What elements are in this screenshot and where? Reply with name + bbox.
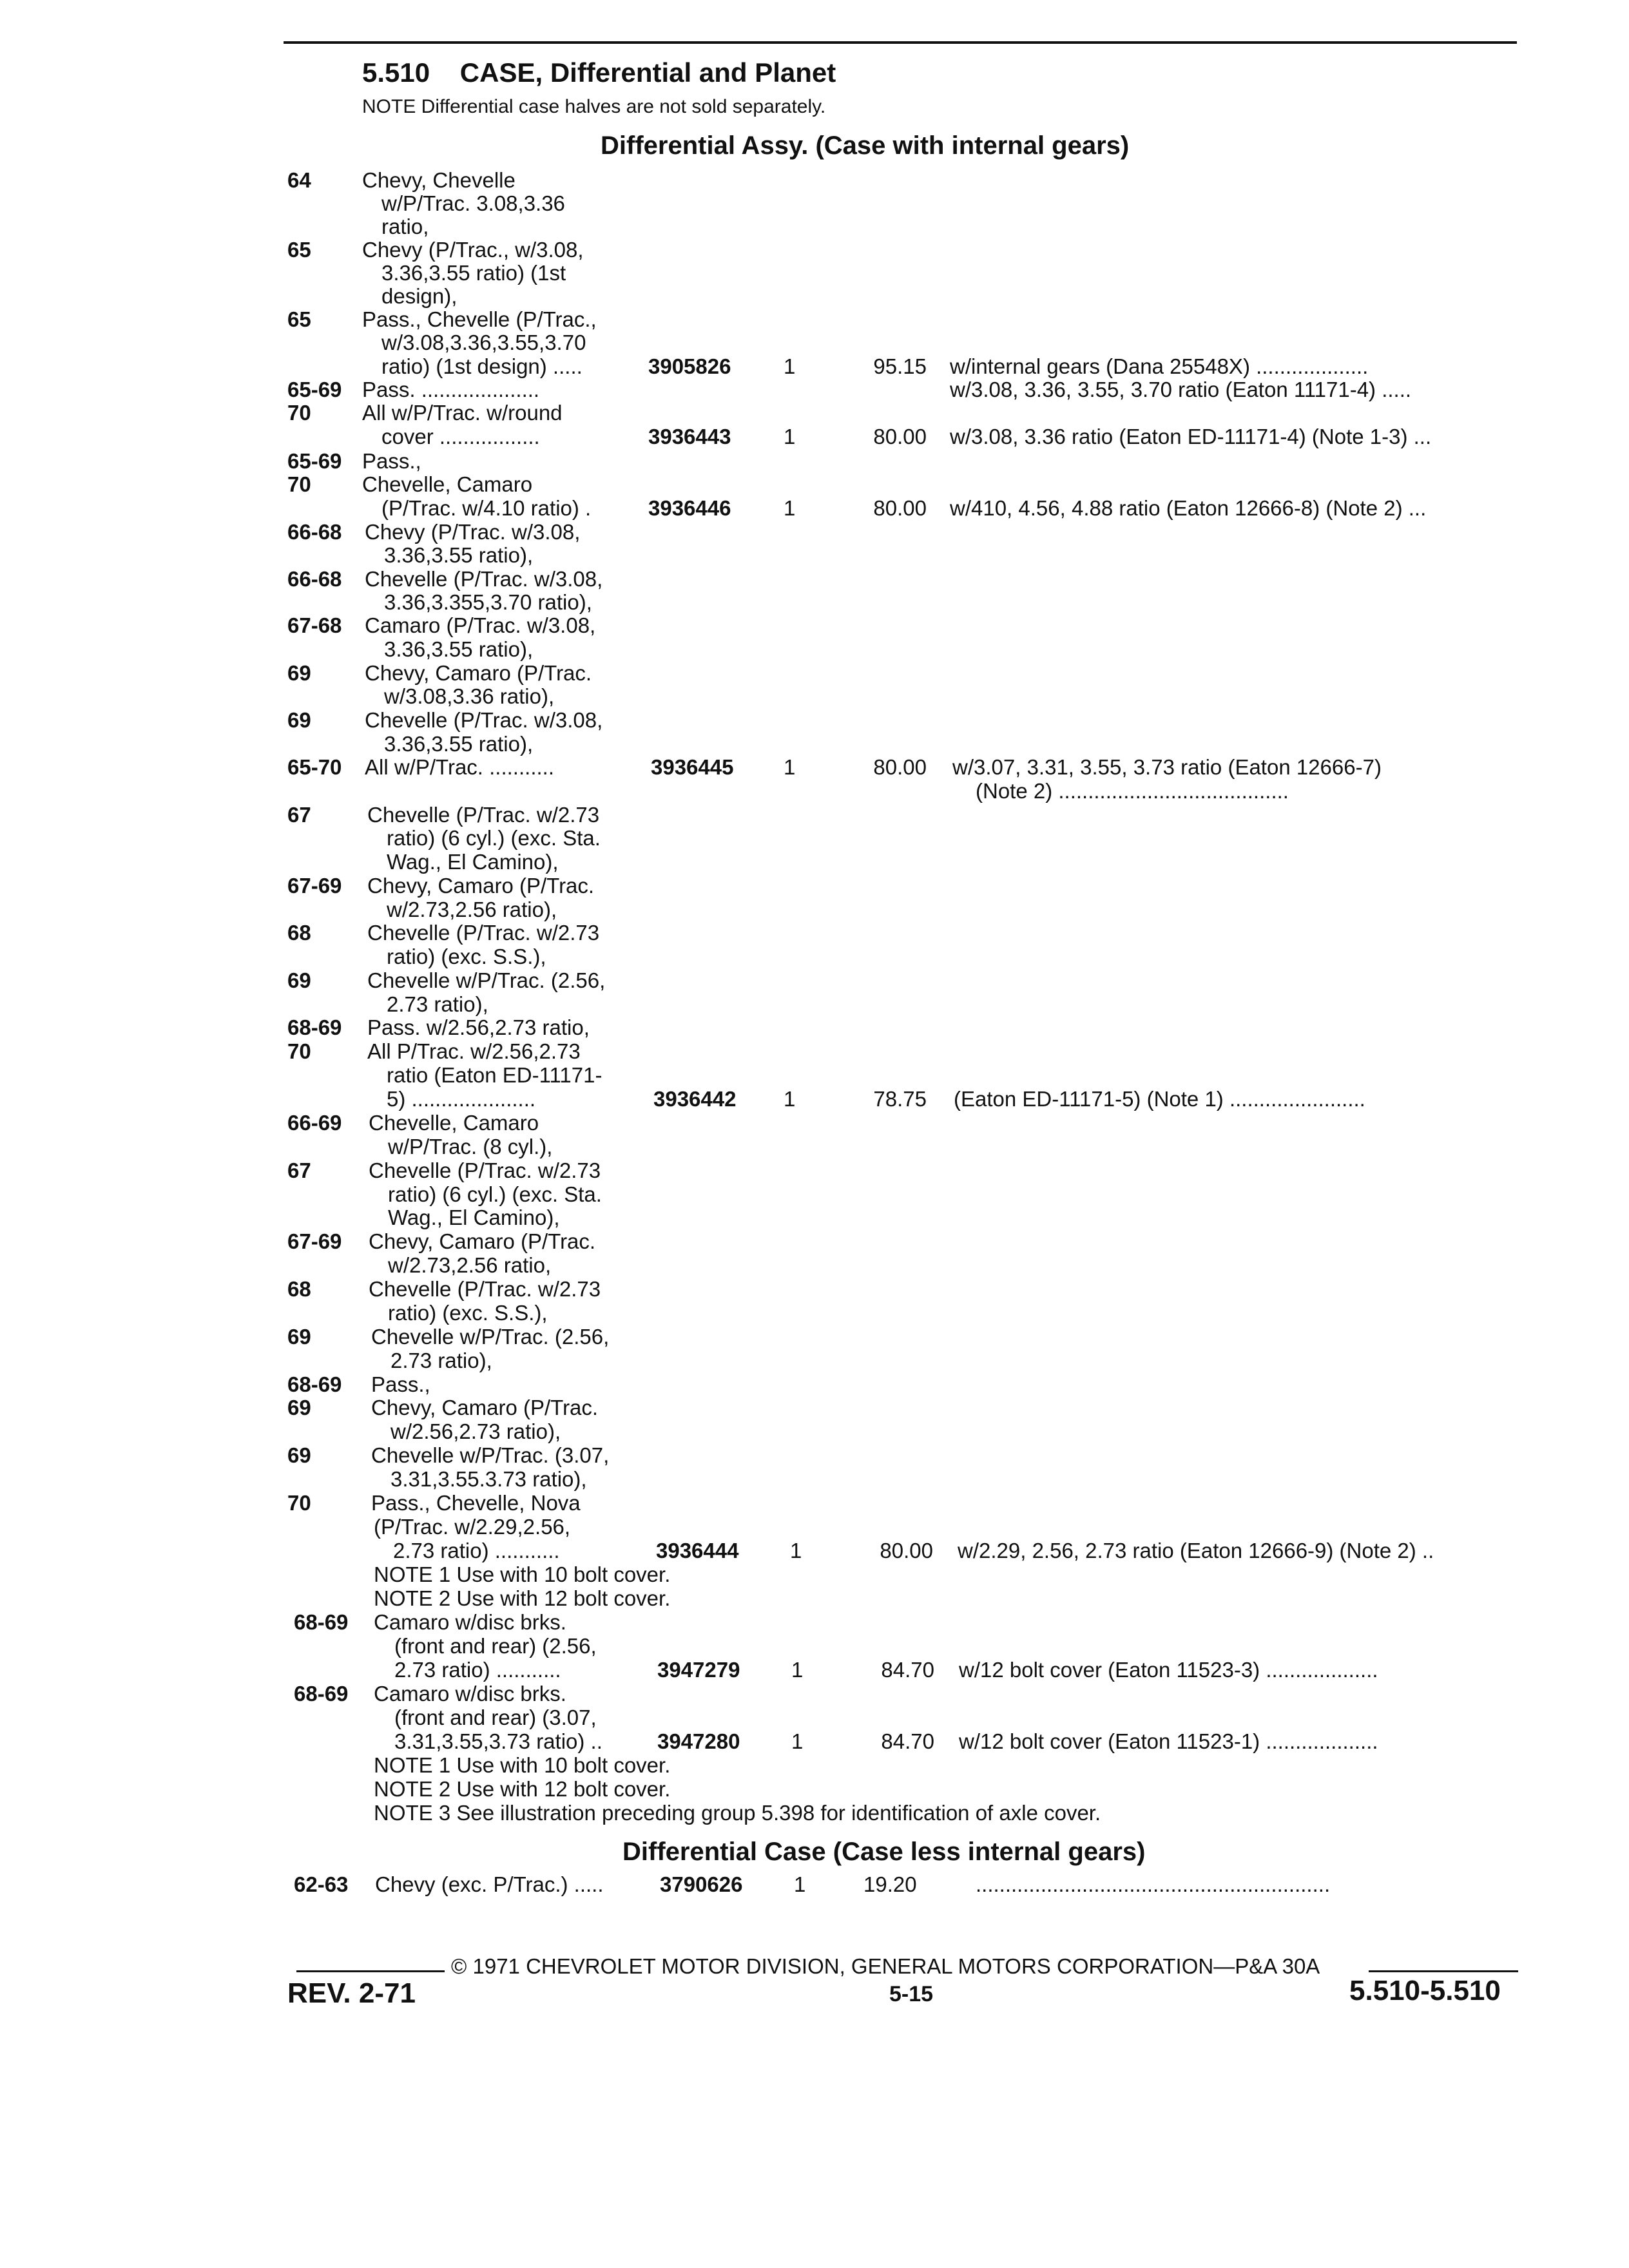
- model-year: 69: [287, 661, 311, 685]
- model-year: 68: [287, 921, 311, 945]
- model-year: 67: [287, 803, 311, 827]
- model-year: 70: [287, 401, 311, 425]
- model-year: 69: [287, 1396, 311, 1419]
- subhead-differential-case: Differential Case (Case less internal gears): [622, 1838, 1146, 1866]
- note-text: NOTE 2 Use with 12 bolt cover.: [374, 1777, 671, 1801]
- application-text: (P/Trac. w/2.29,2.56,: [374, 1515, 571, 1539]
- application-text: w/P/Trac. 3.08,3.36: [381, 191, 565, 215]
- part-description: ............................................................: [976, 1872, 1331, 1896]
- application-text: ratio,: [381, 215, 429, 238]
- model-year: 66-68: [287, 567, 342, 591]
- application-text: Pass., Chevelle, Nova: [371, 1491, 581, 1515]
- price: 80.00: [873, 755, 927, 779]
- application-text: Pass. ....................: [362, 378, 540, 401]
- part-description: w/3.08, 3.36 ratio (Eaton ED-11171-4) (Note 1-3) ...: [950, 425, 1432, 448]
- application-text: 2.73 ratio),: [387, 992, 488, 1016]
- application-text: Chevy, Camaro (P/Trac.: [365, 661, 592, 685]
- quantity: 1: [794, 1872, 806, 1896]
- application-text: Pass., Chevelle (P/Trac.,: [362, 307, 597, 331]
- quantity: 1: [784, 1087, 796, 1111]
- model-year: 67-68: [287, 613, 342, 637]
- application-text: 3.36,3.55 ratio),: [384, 543, 534, 567]
- model-year: 66-69: [287, 1111, 342, 1135]
- revision-label: REV. 2-71: [287, 1977, 416, 2009]
- part-description: w/internal gears (Dana 25548X) ...................: [950, 354, 1369, 378]
- price: 84.70: [881, 1658, 934, 1682]
- model-year: 67-69: [287, 1229, 342, 1253]
- application-text: w/2.73,2.56 ratio,: [388, 1253, 552, 1277]
- application-text: Camaro w/disc brks.: [374, 1610, 566, 1634]
- application-text: Chevy, Camaro (P/Trac.: [367, 874, 595, 898]
- quantity: 1: [790, 1539, 802, 1562]
- page-number: 5-15: [889, 1982, 934, 2006]
- part-number: 3947279: [657, 1658, 740, 1682]
- part-number: 3936443: [648, 425, 731, 448]
- section-title: CASE, Differential and Planet: [459, 57, 836, 88]
- top-rule: [284, 41, 1517, 44]
- quantity: 1: [784, 425, 796, 448]
- model-year: 65-69: [287, 378, 342, 401]
- section-range: 5.510-5.510: [1349, 1975, 1501, 2006]
- model-year: 62-63: [294, 1872, 349, 1896]
- model-year: 68-69: [287, 1372, 342, 1396]
- application-text: ratio (Eaton ED-11171-: [387, 1063, 602, 1087]
- part-number: 3947280: [657, 1729, 740, 1753]
- application-text: 2.73 ratio) ...........: [393, 1539, 560, 1562]
- model-year: 69: [287, 1443, 311, 1467]
- part-description: (Eaton ED-11171-5) (Note 1) .......................: [954, 1087, 1365, 1111]
- application-text: 5) .....................: [387, 1087, 536, 1111]
- application-text: Pass.,: [362, 449, 421, 473]
- application-text: Chevelle, Camaro: [369, 1111, 539, 1135]
- application-text: All w/P/Trac. w/round: [362, 401, 563, 425]
- copyright-notice: © 1971 CHEVROLET MOTOR DIVISION, GENERAL MOTORS CORPORATION—P&A 30A: [451, 1954, 1320, 1978]
- model-year: 64: [287, 168, 311, 192]
- part-description: w/2.29, 2.56, 2.73 ratio (Eaton 12666-9) (Note 2) ..: [958, 1539, 1434, 1562]
- application-text: Chevelle w/P/Trac. (2.56,: [367, 968, 606, 992]
- model-year: 70: [287, 472, 311, 496]
- application-text: ratio) (1st design) .....: [381, 354, 583, 378]
- part-description: w/12 bolt cover (Eaton 11523-1) ...................: [959, 1729, 1378, 1753]
- application-text: Chevy (P/Trac., w/3.08,: [362, 238, 584, 262]
- price: 78.75: [873, 1087, 927, 1111]
- application-text: w/3.08,3.36 ratio),: [384, 684, 555, 708]
- application-text: Wag., El Camino),: [387, 850, 559, 874]
- part-number: 3936446: [648, 496, 731, 520]
- model-year: 69: [287, 1325, 311, 1349]
- application-text: 3.36,3.355,3.70 ratio),: [384, 590, 592, 614]
- application-text: ratio) (6 cyl.) (exc. Sta.: [387, 826, 601, 850]
- application-text: w/2.56,2.73 ratio),: [390, 1419, 561, 1443]
- part-number: 3936442: [653, 1087, 737, 1111]
- application-text: Chevelle (P/Trac. w/3.08,: [365, 567, 603, 591]
- model-year: 69: [287, 968, 311, 992]
- application-text: Chevelle, Camaro: [362, 472, 533, 496]
- application-text: Wag., El Camino),: [388, 1206, 560, 1229]
- application-text: (P/Trac. w/4.10 ratio) .: [381, 496, 592, 520]
- model-year: 68-69: [287, 1015, 342, 1039]
- model-year: 67-69: [287, 874, 342, 898]
- subhead-differential-assy: Differential Assy. (Case with internal gears): [601, 131, 1130, 160]
- price: 80.00: [873, 496, 927, 520]
- quantity: 1: [784, 755, 796, 779]
- application-text: 3.36,3.55 ratio),: [384, 637, 534, 661]
- model-year: 65: [287, 238, 311, 262]
- model-year: 65-70: [287, 755, 342, 779]
- model-year: 66-68: [287, 520, 342, 544]
- application-text: 3.36,3.55 ratio),: [384, 732, 534, 756]
- price: 80.00: [873, 425, 927, 448]
- application-text: 3.31,3.55.3.73 ratio),: [390, 1467, 587, 1491]
- application-text: All w/P/Trac. ...........: [365, 755, 554, 779]
- application-text: Chevy, Camaro (P/Trac.: [369, 1229, 596, 1253]
- application-text: 3.36,3.55 ratio) (1st: [381, 261, 566, 285]
- application-text: Chevelle (P/Trac. w/2.73: [367, 803, 600, 827]
- footer-rule-left: [296, 1970, 445, 1972]
- price: 80.00: [880, 1539, 933, 1562]
- model-year: 65: [287, 307, 311, 331]
- part-number: 3936445: [651, 755, 734, 779]
- application-text: (front and rear) (2.56,: [394, 1634, 597, 1658]
- price: 84.70: [881, 1729, 934, 1753]
- application-text: ratio) (exc. S.S.),: [387, 945, 546, 968]
- model-year: 70: [287, 1491, 311, 1515]
- model-year: 68: [287, 1277, 311, 1301]
- application-text: Chevelle (P/Trac. w/2.73: [369, 1277, 601, 1301]
- application-text: design),: [381, 284, 458, 308]
- quantity: 1: [784, 496, 796, 520]
- part-description: w/3.08, 3.36, 3.55, 3.70 ratio (Eaton 11171-4) .....: [950, 378, 1412, 401]
- price: 19.20: [863, 1872, 917, 1896]
- part-number: 3936444: [656, 1539, 739, 1562]
- note-text: NOTE 1 Use with 10 bolt cover.: [374, 1753, 671, 1777]
- footer-rule-right: [1369, 1970, 1518, 1972]
- application-text: ratio) (exc. S.S.),: [388, 1301, 548, 1325]
- application-text: (front and rear) (3.07,: [394, 1706, 597, 1729]
- part-number: 3905826: [648, 354, 731, 378]
- application-text: Camaro w/disc brks.: [374, 1682, 566, 1706]
- application-text: w/P/Trac. (8 cyl.),: [388, 1135, 553, 1158]
- application-text: 3.31,3.55,3.73 ratio) ..: [394, 1729, 602, 1753]
- application-text: Chevy (P/Trac. w/3.08,: [365, 520, 581, 544]
- application-text: Camaro (P/Trac. w/3.08,: [365, 613, 596, 637]
- part-description: w/3.07, 3.31, 3.55, 3.73 ratio (Eaton 12666-7): [952, 755, 1382, 779]
- application-text: Chevelle w/P/Trac. (3.07,: [371, 1443, 610, 1467]
- application-text: Chevelle (P/Trac. w/3.08,: [365, 708, 603, 732]
- application-text: Pass.,: [371, 1372, 430, 1396]
- note-text: NOTE 2 Use with 12 bolt cover.: [374, 1586, 671, 1610]
- model-year: 67: [287, 1158, 311, 1182]
- part-description: (Note 2) .......................................: [976, 779, 1289, 803]
- model-year: 70: [287, 1039, 311, 1063]
- quantity: 1: [784, 354, 796, 378]
- part-number: 3790626: [660, 1872, 743, 1896]
- part-description: w/12 bolt cover (Eaton 11523-3) ...................: [959, 1658, 1378, 1682]
- application-text: Chevelle (P/Trac. w/2.73: [369, 1158, 601, 1182]
- note-text: NOTE 1 Use with 10 bolt cover.: [374, 1562, 671, 1586]
- section-note: NOTE Differential case halves are not sold separately.: [362, 96, 826, 117]
- note-text: NOTE 3 See illustration preceding group 5.398 for identification of axle cover.: [374, 1801, 1101, 1825]
- application-text: Chevy (exc. P/Trac.) .....: [375, 1872, 604, 1896]
- application-text: w/2.73,2.56 ratio),: [387, 898, 557, 921]
- application-text: Chevelle w/P/Trac. (2.56,: [371, 1325, 610, 1349]
- application-text: Chevelle (P/Trac. w/2.73: [367, 921, 600, 945]
- application-text: Chevy, Camaro (P/Trac.: [371, 1396, 599, 1419]
- section-number: 5.510: [362, 57, 430, 88]
- application-text: Pass. w/2.56,2.73 ratio,: [367, 1015, 590, 1039]
- application-text: ratio) (6 cyl.) (exc. Sta.: [388, 1182, 602, 1206]
- model-year: 68-69: [294, 1682, 349, 1706]
- quantity: 1: [791, 1658, 804, 1682]
- model-year: 65-69: [287, 449, 342, 473]
- part-description: w/410, 4.56, 4.88 ratio (Eaton 12666-8) (Note 2) ...: [950, 496, 1427, 520]
- application-text: w/3.08,3.36,3.55,3.70: [381, 331, 586, 354]
- price: 95.15: [873, 354, 927, 378]
- application-text: 2.73 ratio) ...........: [394, 1658, 561, 1682]
- section-heading: [362, 58, 836, 88]
- application-text: All P/Trac. w/2.56,2.73: [367, 1039, 581, 1063]
- application-text: cover .................: [381, 425, 540, 448]
- model-year: 69: [287, 708, 311, 732]
- model-year: 68-69: [294, 1610, 349, 1634]
- quantity: 1: [791, 1729, 804, 1753]
- application-text: Chevy, Chevelle: [362, 168, 516, 192]
- application-text: 2.73 ratio),: [390, 1349, 492, 1372]
